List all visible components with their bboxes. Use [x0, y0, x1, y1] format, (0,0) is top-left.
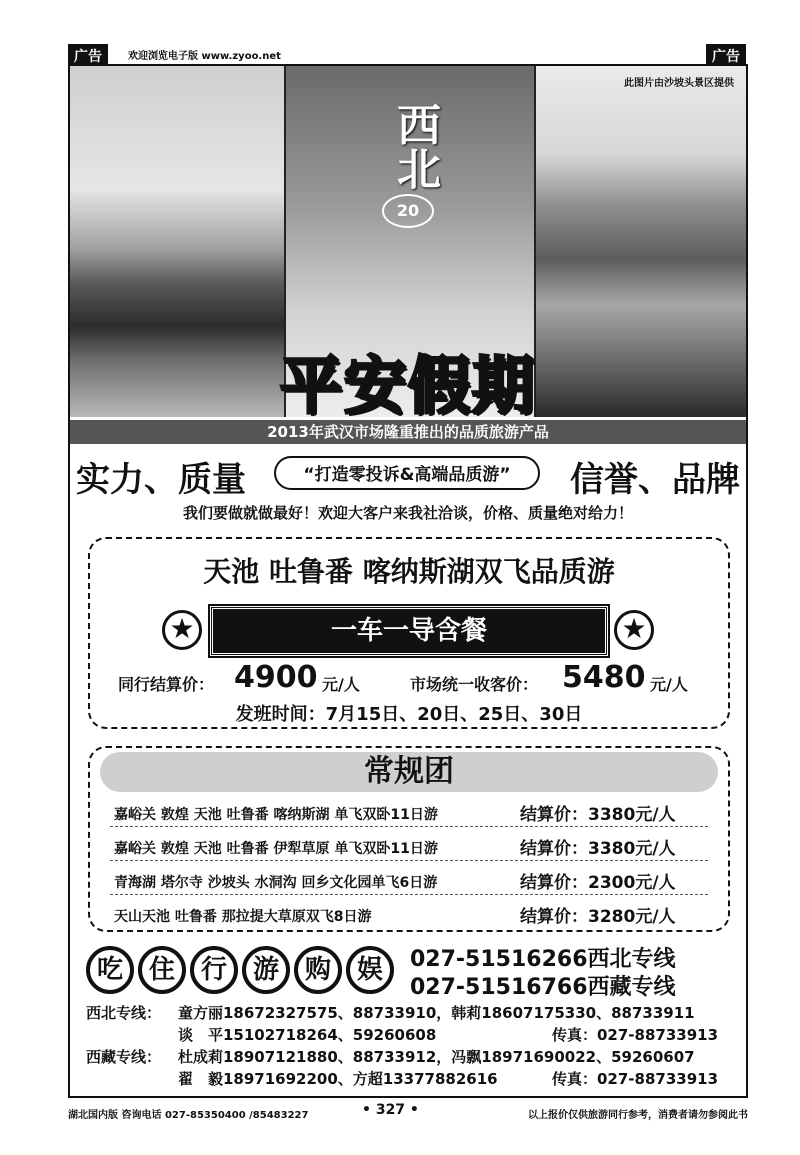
- hero-photo: [70, 66, 746, 417]
- travel-char: 行: [190, 946, 238, 994]
- route-row: [110, 834, 708, 861]
- slogan-right: 信誉、品牌: [570, 460, 740, 500]
- route-price: 结算价：3280元/人: [520, 907, 676, 927]
- route-name: 青海湖 塔尔寺 沙坡头 水洞沟 回乡文化园单飞6日游: [114, 875, 438, 891]
- departure-dates: 发班时间：7月15日、20日、25日、30日: [235, 704, 583, 725]
- page-number: • 327 •: [362, 1102, 419, 1118]
- contact-text: 谈 平15102718264、59260608: [178, 1026, 437, 1044]
- contact-row: [86, 1046, 746, 1068]
- star-icon: ★: [614, 610, 654, 650]
- headline: 平安假期: [279, 349, 536, 417]
- fun-char: 娱: [346, 946, 394, 994]
- market-price-label: 市场统一收客价：: [410, 675, 539, 694]
- slogan-left: 实力、质量: [76, 460, 246, 500]
- route-name: 嘉峪关 敦煌 天池 吐鲁番 喀纳斯湖 单飞双卧11日游: [114, 807, 438, 823]
- photo-credit: 此图片由沙坡头景区提供: [624, 78, 734, 89]
- contact-row: [86, 1002, 746, 1024]
- header-url[interactable]: 欢迎浏览电子版 www.zyoo.net: [128, 51, 281, 62]
- peer-price-label: 同行结算价：: [118, 675, 215, 694]
- poster-logo: 西北: [389, 102, 440, 190]
- star-icon: ★: [162, 610, 202, 650]
- contact-text: 翟 毅18971692200、方超13377882616: [178, 1070, 498, 1088]
- footer-right: 以上报价仅供旅游同行参考，消费者请勿参阅此书: [528, 1110, 748, 1121]
- route-row: [110, 868, 708, 895]
- route-row: [110, 800, 708, 827]
- peer-price: 4900: [234, 660, 318, 695]
- route-name: 天山天池 吐鲁番 那拉提大草原双飞8日游: [114, 909, 372, 925]
- fax-text: 传真：027-88733913: [552, 1070, 719, 1088]
- footer-left: 湖北国内版 咨询电话 027-85350400 /85483227: [68, 1110, 309, 1121]
- stay-char: 住: [138, 946, 186, 994]
- contact-table: [86, 1002, 746, 1090]
- route-row: [110, 902, 708, 928]
- slogan-pill: “打造零投诉&高端品质游”: [274, 456, 540, 490]
- tibet-label: 西藏专线：: [86, 1048, 162, 1066]
- hotline-tibet[interactable]: 027-51516766西藏专线: [410, 975, 676, 1000]
- tour-char: 游: [242, 946, 290, 994]
- route-price: 结算价：2300元/人: [520, 873, 676, 893]
- fax-text: 传真：027-88733913: [552, 1026, 719, 1044]
- contact-text: 杜成莉18907121880、88733912，冯飘18971690022、59260607: [178, 1048, 695, 1066]
- market-price-unit: 元/人: [650, 675, 688, 694]
- route-name: 嘉峪关 敦煌 天池 吐鲁番 伊犁草原 单飞双卧11日游: [114, 841, 438, 857]
- contact-row: [86, 1068, 746, 1090]
- subtitle-bar: 2013年武汉市场隆重推出的品质旅游产品: [70, 420, 746, 444]
- shop-char: 购: [294, 946, 342, 994]
- route-price: 结算价：3380元/人: [520, 839, 676, 859]
- poster-badge: 20: [382, 194, 434, 228]
- hotline-northwest[interactable]: 027-51516266西北专线: [410, 947, 676, 972]
- contacts-top: [86, 942, 736, 1000]
- contact-row: [86, 1024, 746, 1046]
- package-banner: 一车一导含餐: [210, 606, 608, 656]
- tour-title: 天池 吐鲁番 喀纳斯湖双飞品质游: [203, 555, 615, 588]
- ad-label-right: 广告: [706, 44, 746, 68]
- eat-char: 吃: [86, 946, 134, 994]
- regular-title: 常规团: [100, 752, 718, 792]
- route-price: 结算价：3380元/人: [520, 805, 676, 825]
- northwest-label: 西北专线：: [86, 1004, 162, 1022]
- slogan-row: [70, 452, 746, 498]
- contact-text: 童方丽18672327575、88733910，韩莉18607175330、88733911: [178, 1004, 695, 1022]
- ad-label-left: 广告: [68, 44, 108, 68]
- peer-price-unit: 元/人: [322, 675, 360, 694]
- welcome-text: 我们要做就做最好！欢迎大客户来我社洽谈，价格、质量绝对给力！: [182, 504, 633, 522]
- market-price: 5480: [562, 660, 646, 695]
